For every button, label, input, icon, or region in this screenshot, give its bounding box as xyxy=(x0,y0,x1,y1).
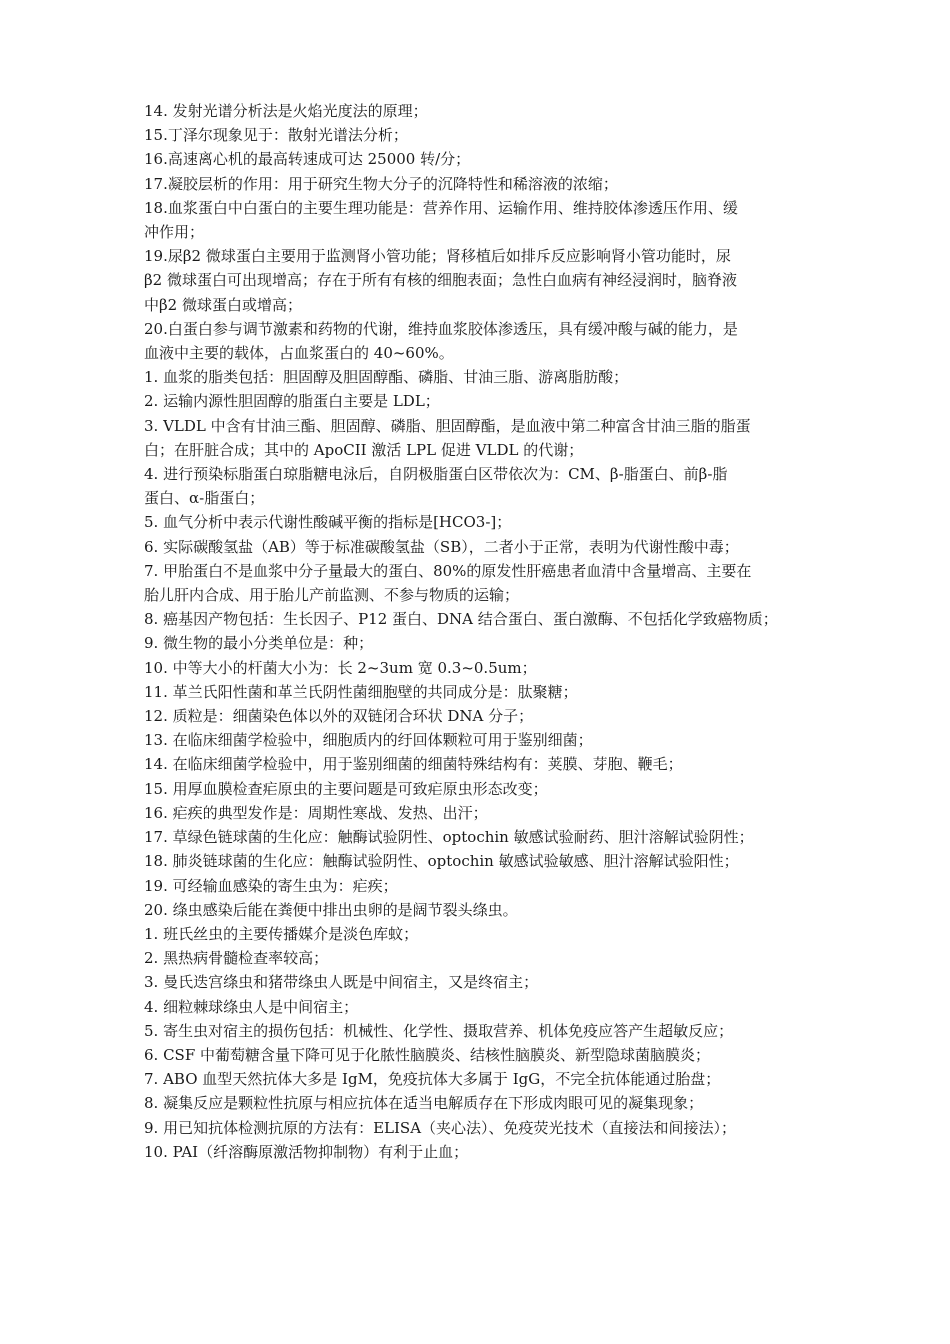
text-line: 1. 血浆的脂类包括：胆固醇及胆固醇酯、磷脂、甘油三脂、游离脂肪酸； xyxy=(144,368,629,387)
text-line: 8. 癌基因产物包括：生长因子、P12 蛋白、DNA 结合蛋白、蛋白激酶、不包括化学致癌物质； xyxy=(144,610,778,629)
text-line: 20. 绦虫感染后能在粪便中排出虫卵的是阔节裂头绦虫。 xyxy=(144,900,518,919)
text-line: 8. 凝集反应是颗粒性抗原与相应抗体在适当电解质存在下形成肉眼可见的凝集现象； xyxy=(144,1094,704,1113)
text-line: 5. 寄生虫对宿主的损伤包括：机械性、化学性、摄取营养、机体免疫应答产生超敏反应； xyxy=(144,1021,734,1040)
text-line: 14. 发射光谱分析法是火焰光度法的原理； xyxy=(144,102,428,120)
text-line: 17. 草绿色链球菌的生化应：触酶试验阴性、optochin 敏感试验耐药、胆汁溶解试验阴性； xyxy=(144,828,754,847)
text-line: 15. 用厚血膜检查疟原虫的主要问题是可致疟原虫形态改变； xyxy=(144,779,548,798)
text-line: 6. 实际碳酸氢盐（AB）等于标准碳酸氢盐（SB），二者小于正常，表明为代谢性酸中毒； xyxy=(144,537,739,556)
text-line: 7. ABO 血型天然抗体大多是 IgM，免疫抗体大多属于 IgG，不完全抗体能通过胎盘； xyxy=(144,1070,721,1089)
text-line: 5. 血气分析中表示代谢性酸碱平衡的指标是[HCO3-]； xyxy=(144,513,512,532)
text-line: 2. 运输内源性胆固醇的脂蛋白主要是 LDL； xyxy=(144,392,440,411)
text-line: 3. VLDL 中含有甘油三酯、胆固醇、磷脂、胆固醇酯，是血液中第二种富含甘油三脂的脂蛋 xyxy=(144,416,751,435)
text-line: 白；在肝脏合成；其中的 ApoCII 激活 LPL 促进 VLDL 的代谢； xyxy=(144,440,584,459)
text-line: 11. 革兰氏阳性菌和革兰氏阴性菌细胞壁的共同成分是：肽聚糖； xyxy=(144,682,578,701)
text-line: 20.白蛋白参与调节激素和药物的代谢，维持血浆胶体渗透压，具有缓冲酸与碱的能力，是 xyxy=(144,319,738,338)
text-line: 10. PAI（纤溶酶原激活物抑制物）有利于止血； xyxy=(144,1142,469,1161)
text-line: 2. 黑热病骨髓检查率较高； xyxy=(144,949,329,968)
text-line: 蛋白、α-脂蛋白； xyxy=(144,489,265,508)
text-line: 4. 细粒棘球绦虫人是中间宿主； xyxy=(144,997,359,1016)
text-line: 中β2 微球蛋白或增高； xyxy=(144,295,302,314)
text-line: 14. 在临床细菌学检验中，用于鉴别细菌的细菌特殊结构有：荚膜、芽胞、鞭毛； xyxy=(144,755,683,774)
text-line: 6. CSF 中葡萄糖含量下降可见于化脓性脑膜炎、结核性脑膜炎、新型隐球菌脑膜炎； xyxy=(144,1045,711,1064)
text-line: 9. 微生物的最小分类单位是：种； xyxy=(144,634,374,653)
text-line: 13. 在临床细菌学检验中，细胞质内的纡回体颗粒可用于鉴别细菌； xyxy=(144,731,593,750)
text-line: 19. 可经输血感染的寄生虫为：疟疾； xyxy=(144,876,398,895)
text-line: 18. 肺炎链球菌的生化应：触酶试验阴性、optochin 敏感试验敏感、胆汁溶解试验阳性； xyxy=(144,852,739,871)
text-line: 7. 甲胎蛋白不是血浆中分子量最大的蛋白、80%的原发性肝癌患者血清中含量增高、主要在 xyxy=(144,561,752,580)
text-line: 冲作用； xyxy=(144,223,205,242)
text-line: 10. 中等大小的杆菌大小为：长 2~3um 宽 0.3~0.5um； xyxy=(144,658,537,677)
text-line: 18.血浆蛋白中白蛋白的主要生理功能是：营养作用、运输作用、维持胶体渗透压作用、缓 xyxy=(144,198,738,217)
text-line: 12. 质粒是：细菌染色体以外的双链闭合环状 DNA 分子； xyxy=(144,707,534,726)
text-line: β2 微球蛋白可出现增高；存在于所有有核的细胞表面；急性白血病有神经浸润时，脑脊液 xyxy=(144,271,737,290)
document-body xyxy=(144,99,812,1164)
text-line: 19.尿β2 微球蛋白主要用于监测肾小管功能；肾移植后如排斥反应影响肾小管功能时，尿 xyxy=(144,247,731,266)
text-line: 胎儿肝内合成、用于胎儿产前监测、不参与物质的运输； xyxy=(144,586,520,605)
text-line: 1. 班氏丝虫的主要传播媒介是淡色库蚊； xyxy=(144,924,419,943)
text-line: 16. 疟疾的典型发作是：周期性寒战、发热、出汗； xyxy=(144,803,488,822)
text-line: 血液中主要的载体，占血浆蛋白的 40~60%。 xyxy=(144,344,454,363)
text-line: 17.凝胶层析的作用：用于研究生物大分子的沉降特性和稀溶液的浓缩； xyxy=(144,174,618,193)
text-line: 16.高速离心机的最高转速成可达 25000 转/分； xyxy=(144,150,471,169)
text-line: 3. 曼氏迭宫绦虫和猪带绦虫人既是中间宿主，又是终宿主； xyxy=(144,973,539,992)
text-line: 9. 用已知抗体检测抗原的方法有：ELISA（夹心法）、免疫荧光技术（直接法和间接法）； xyxy=(144,1118,737,1137)
text-line: 15.丁泽尔现象见于：散射光谱法分析； xyxy=(144,126,408,145)
text-line: 4. 进行预染标脂蛋白琼脂糖电泳后，自阴极脂蛋白区带依次为：CM、β-脂蛋白、前β-脂 xyxy=(144,465,728,484)
